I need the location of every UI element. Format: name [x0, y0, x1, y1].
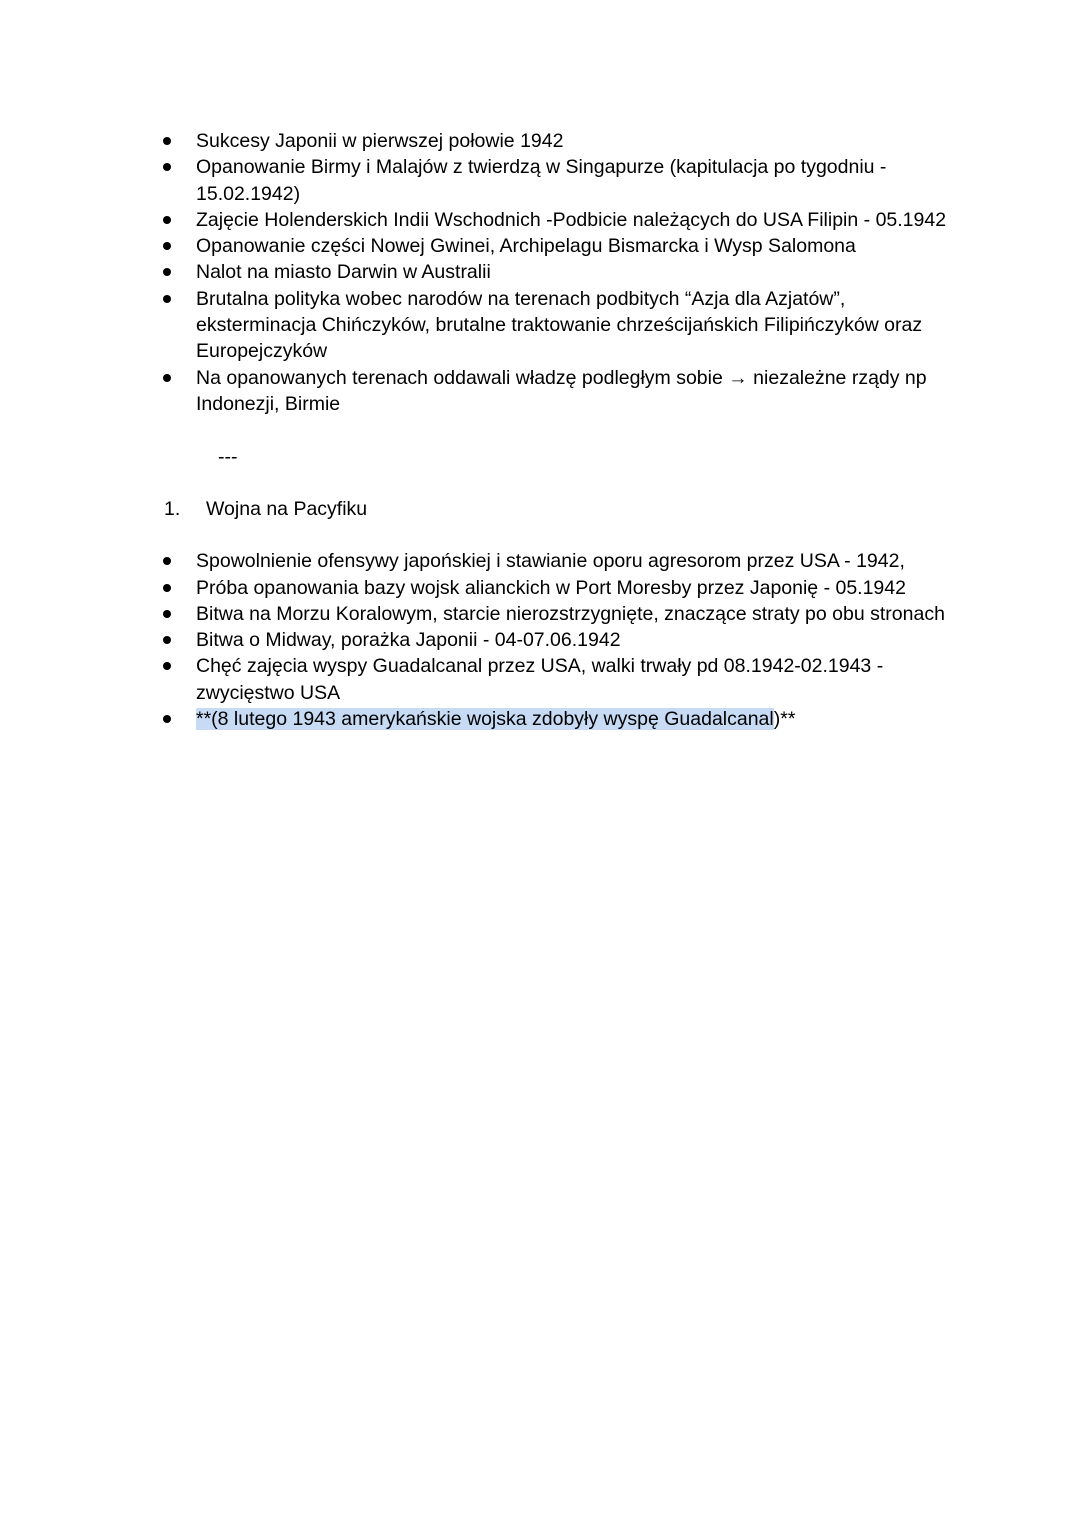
list-item: Na opanowanych terenach oddawali władzę podległym sobie → niezależne rządy np Indonezji, Birmie	[150, 365, 950, 418]
list-item: Bitwa na Morzu Koralowym, starcie nierozstrzygnięte, znaczące straty po obu stronach	[150, 601, 950, 627]
blank-line	[150, 522, 950, 548]
selected-text-highlight[interactable]: **(8 lutego 1943 amerykańskie wojska zdobyły wyspę Guadalcanal	[196, 708, 774, 731]
list-item: Próba opanowania bazy wojsk alianckich w Port Moresby przez Japonię - 05.1942	[150, 575, 950, 601]
list-item: Brutalna polityka wobec narodów na terenach podbitych “Azja dla Azjatów”, eksterminacja Chińczyków, brutalne traktowanie chrześcijańskich Filipińczyków oraz Europejczyków	[150, 286, 950, 365]
list-item: Chęć zajęcia wyspy Guadalcanal przez USA, walki trwały pd 08.1942-02.1943 - zwycięstwo USA	[150, 653, 950, 706]
section-heading	[150, 496, 950, 522]
section-separator: ---	[218, 446, 238, 469]
list-item: Sukcesy Japonii w pierwszej połowie 1942	[150, 128, 950, 154]
list-item: Bitwa o Midway, porażka Japonii - 04-07.06.1942	[150, 627, 950, 653]
bullet-list-pacific-war	[150, 548, 950, 732]
list-item: Nalot na miasto Darwin w Australii	[150, 259, 950, 285]
list-item-tail: )**	[773, 708, 796, 731]
list-item: Opanowanie Birmy i Malajów z twierdzą w Singapurze (kapitulacja po tygodniu - 15.02.1942)	[150, 154, 950, 207]
heading-text: Wojna na Pacyfiku	[206, 498, 368, 521]
document-content	[150, 128, 950, 732]
list-item: Opanowanie części Nowej Gwinei, Archipelagu Bismarcka i Wysp Salomona	[150, 233, 950, 259]
list-item-highlighted	[150, 706, 950, 732]
heading-number: 1.	[164, 498, 181, 521]
list-item: Zajęcie Holenderskich Indii Wschodnich -Podbicie należących do USA Filipin - 05.1942	[150, 207, 950, 233]
bullet-list-japan-successes	[150, 128, 950, 417]
list-item: Spowolnienie ofensywy japońskiej i stawianie oporu agresorom przez USA - 1942,	[150, 548, 950, 574]
